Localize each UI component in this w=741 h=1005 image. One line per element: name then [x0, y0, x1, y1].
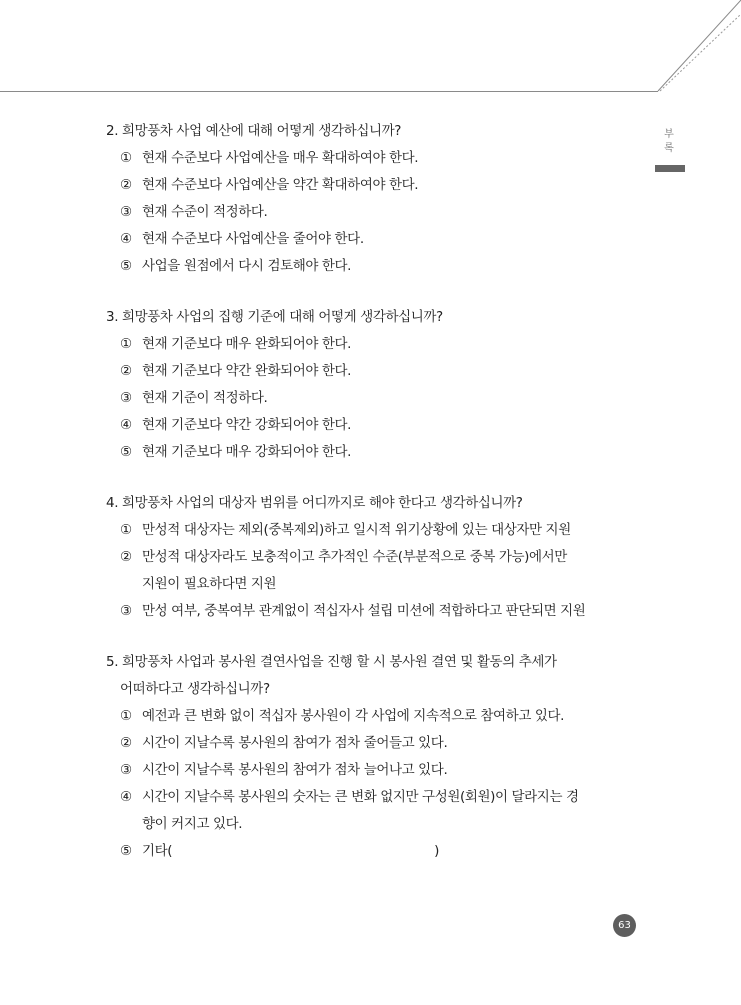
survey-questions: [106, 118, 640, 889]
option-item: [106, 703, 640, 730]
option-text: 사업을 원점에서 다시 검토해야 한다.: [142, 258, 352, 274]
option-text: 현재 기준보다 약간 강화되어야 한다.: [142, 417, 352, 433]
option-text-block: [142, 544, 640, 598]
question-2: [106, 118, 640, 280]
option-number: ④: [120, 231, 132, 247]
option-text-end: ): [434, 843, 440, 859]
option-item: [106, 253, 640, 280]
option-text: 현재 기준보다 매우 완화되어야 한다.: [142, 336, 352, 352]
option-text: 기타(: [142, 843, 173, 859]
option-text: 현재 수준보다 사업예산을 매우 확대하여야 한다.: [142, 150, 419, 166]
option-item: [106, 385, 640, 412]
option-item: [106, 331, 640, 358]
question-title: 4. 희망풍차 사업의 대상자 범위를 어디까지로 해야 한다고 생각하십니까?: [106, 495, 523, 511]
page-number-badge: 63: [613, 914, 636, 937]
option-item: [106, 544, 640, 598]
option-text: 현재 수준보다 사업예산을 약간 확대하여야 한다.: [142, 177, 419, 193]
option-number: ①: [120, 522, 132, 538]
option-text: 현재 수준보다 사업예산을 줄어야 한다.: [142, 231, 364, 247]
option-number: ④: [120, 789, 132, 805]
question-4: [106, 490, 640, 625]
option-text: 현재 기준보다 약간 완화되어야 한다.: [142, 363, 352, 379]
side-tab-bar: [655, 165, 685, 172]
option-text-continuation: 지원이 필요하다면 지원: [142, 576, 277, 592]
option-text: 현재 기준보다 매우 강화되어야 한다.: [142, 444, 352, 460]
option-item: [106, 838, 640, 865]
question-5: [106, 649, 640, 865]
option-text-block: [142, 838, 640, 865]
option-text: 시간이 지날수록 봉사원의 숫자는 큰 변화 없지만 구성원(회원)이 달라지는 경: [142, 789, 579, 805]
option-item: [106, 412, 640, 439]
option-item: [106, 439, 640, 466]
option-text: 시간이 지날수록 봉사원의 참여가 점차 줄어들고 있다.: [142, 735, 448, 751]
option-number: ②: [120, 177, 132, 193]
option-text-continuation: 향이 커지고 있다.: [142, 816, 243, 832]
option-number: ②: [120, 549, 132, 565]
option-number: ②: [120, 363, 132, 379]
option-number: ③: [120, 204, 132, 220]
question-title-block: [106, 649, 640, 703]
question-3: [106, 304, 640, 466]
question-title: 5. 희망풍차 사업과 봉사원 결연사업을 진행 할 시 봉사원 결연 및 활동의 추세가: [106, 654, 557, 670]
question-title: 2. 희망풍차 사업 예산에 대해 어떻게 생각하십니까?: [106, 123, 402, 139]
option-item: [106, 757, 640, 784]
option-number: ④: [120, 417, 132, 433]
option-number: ②: [120, 735, 132, 751]
option-text: 만성적 대상자는 제외(중복제외)하고 일시적 위기상황에 있는 대상자만 지원: [142, 522, 571, 538]
option-text: 예전과 큰 변화 없이 적십자 봉사원이 각 사업에 지속적으로 참여하고 있다.: [142, 708, 565, 724]
option-number: ③: [120, 390, 132, 406]
question-title-continuation: 어떠하다고 생각하십니까?: [120, 681, 270, 697]
option-number: ⑤: [120, 258, 132, 274]
option-item: [106, 517, 640, 544]
option-item: [106, 358, 640, 385]
option-number: ③: [120, 762, 132, 778]
option-number: ⑤: [120, 444, 132, 460]
option-number: ③: [120, 603, 132, 619]
option-item: [106, 730, 640, 757]
corner-fold-decoration: [0, 0, 741, 100]
option-item: [106, 784, 640, 838]
option-text: 현재 수준이 적정하다.: [142, 204, 268, 220]
option-number: ⑤: [120, 843, 132, 859]
option-item: [106, 199, 640, 226]
option-text: 만성 여부, 중복여부 관계없이 적십자사 설립 미션에 적합하다고 판단되면 지원: [142, 603, 586, 619]
side-tab-char: 부: [664, 129, 674, 140]
question-title: 3. 희망풍차 사업의 집행 기준에 대해 어떻게 생각하십니까?: [106, 309, 443, 325]
option-text: 현재 기준이 적정하다.: [142, 390, 268, 406]
option-number: ①: [120, 336, 132, 352]
option-item: [106, 172, 640, 199]
appendix-side-tab: [662, 128, 676, 156]
side-tab-char: 록: [664, 143, 674, 154]
option-item: [106, 598, 640, 625]
option-number: ①: [120, 150, 132, 166]
option-text: 시간이 지날수록 봉사원의 참여가 점차 늘어나고 있다.: [142, 762, 448, 778]
option-number: ①: [120, 708, 132, 724]
option-item: [106, 226, 640, 253]
option-text: 만성적 대상자라도 보충적이고 추가적인 수준(부분적으로 중복 가능)에서만: [142, 549, 567, 565]
option-item: [106, 145, 640, 172]
option-text-block: [142, 784, 640, 838]
